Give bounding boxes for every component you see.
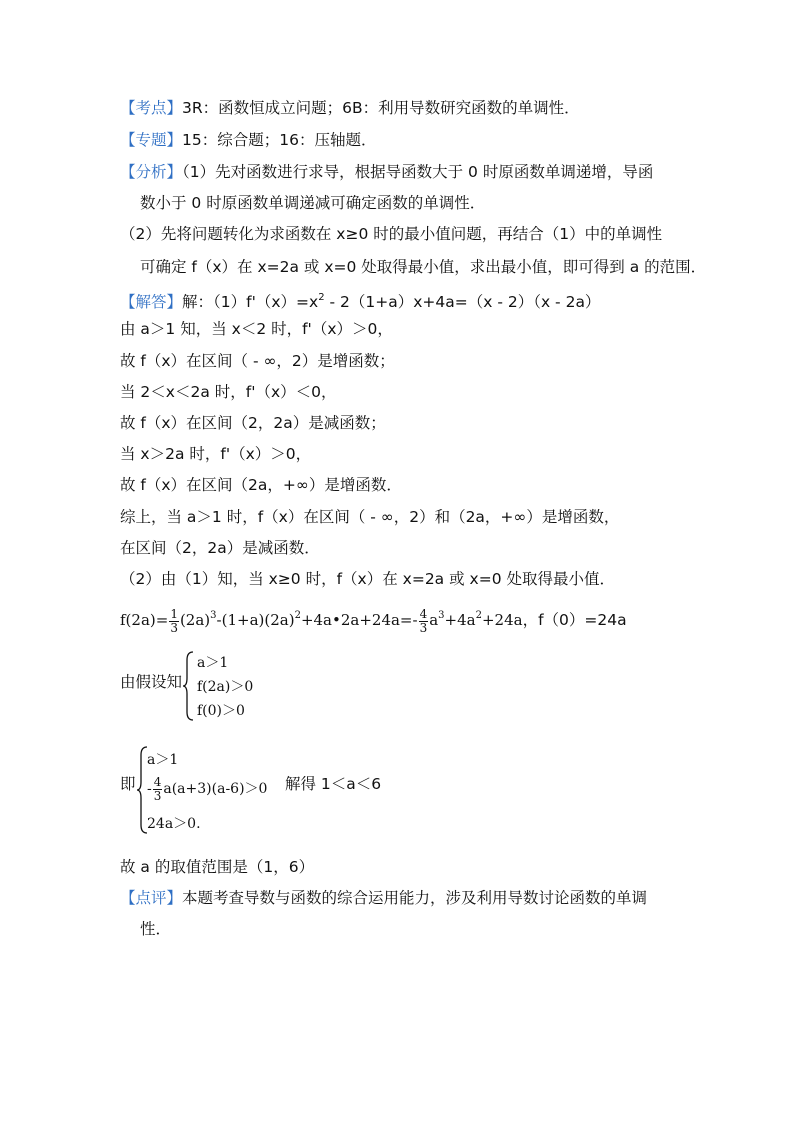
jieda-first-pre: 解：（1）f'（x）=x: [182, 293, 319, 311]
jieda-line: 由 a＞1 知，当 x＜2 时，f'（x）＞0，: [120, 320, 393, 338]
formula-part: +4a•2a+24a=-: [300, 611, 418, 629]
fraction-denominator: 3: [419, 620, 428, 635]
sys2-row2-minus: -: [147, 781, 152, 797]
jieda-line: 当 x＞2a 时，f'（x）＞0，: [120, 445, 312, 463]
fenxi-tag: 【分析】: [120, 163, 183, 181]
formula-exponent: 2: [475, 610, 482, 621]
formula-tail: ，f（0）=24a: [522, 611, 627, 629]
fenxi-text-1: （1）先对函数进行求导，根据导函数大于 0 时原函数单调递增，导函: [182, 163, 654, 181]
fraction-denominator: 3: [153, 788, 162, 803]
jieda-tag: 【解答】: [120, 293, 183, 311]
kaodian-line: [120, 97, 580, 119]
fraction-numerator: 1: [170, 606, 178, 621]
jieda-line: 当 2＜x＜2a 时，f'（x）＜0，: [120, 383, 337, 401]
sys2-tail: 解得 1＜a＜6: [285, 775, 382, 793]
jieda-line: 在区间（2，2a）是减函数．: [120, 539, 320, 557]
jieda-line: 故 f（x）在区间（2a，+∞）是增函数．: [120, 476, 402, 494]
fraction-four-thirds: [419, 608, 429, 635]
jieda-line: （2）由（1）知，当 x≥0 时，f（x）在 x=2a 或 x=0 处取得最小值．: [120, 570, 615, 588]
jieda-first-sup: 2: [318, 292, 325, 303]
dianping-text-1: 本题考查导数与函数的综合运用能力，涉及利用导数讨论函数的单调: [182, 889, 648, 907]
dianping-line-1: [120, 887, 647, 909]
formula-exponent: 3: [210, 610, 217, 621]
fraction-four-thirds: [153, 776, 163, 803]
zhuanti-tag: 【专题】: [120, 131, 183, 149]
fenxi-line-2: 数小于 0 时原函数单调递减可确定函数的单调性．: [140, 194, 486, 212]
sys2-row2-expr: a(a+3)(a-6)＞0: [163, 781, 268, 797]
jieda-first-post: - 2（1+a）x+4a=（x - 2）（x - 2a）: [324, 293, 601, 311]
formula-exponent: 2: [294, 610, 301, 621]
fraction-one-third: [169, 608, 179, 635]
formula-f2a: [120, 599, 627, 633]
formula-part: (2a): [179, 611, 211, 629]
sys2-lead: 即: [120, 775, 136, 793]
left-brace-icon: [183, 650, 195, 722]
fenxi-line-1: [120, 161, 653, 183]
formula-part: a: [429, 611, 439, 629]
zhuanti-line: [120, 129, 376, 151]
jieda-line: 综上，当 a＞1 时，f（x）在区间（ - ∞，2）和（2a，+∞）是增函数，: [120, 508, 620, 526]
fraction-denominator: 3: [170, 620, 178, 635]
conclusion-line: 故 a 的取值范围是（1，6）: [120, 858, 315, 876]
fraction-numerator: 4: [153, 774, 162, 789]
fenxi-line-4: 可确定 f（x）在 x=2a 或 x=0 处取得最小值，求出最小值，即可得到 a 的范围．: [140, 258, 707, 276]
sys1-row: a＞1: [197, 655, 229, 671]
dianping-line-2: 性．: [140, 920, 172, 938]
inequality-system-1: [183, 650, 303, 722]
sys1-lead: 由假设知: [120, 673, 183, 691]
sys1-row: f(2a)＞0: [197, 679, 254, 695]
jieda-line: 故 f（x）在区间（2，2a）是减函数；: [120, 414, 386, 432]
formula-part: +4a: [444, 611, 476, 629]
formula-exponent: 3: [438, 610, 445, 621]
sys2-row-2: [147, 773, 267, 805]
formula-part: -(1+a)(2a): [216, 611, 295, 629]
kaodian-text: 3R：函数恒成立问题；6B：利用导数研究函数的单调性．: [182, 99, 580, 117]
dianping-tag: 【点评】: [120, 889, 183, 907]
jieda-line-first: [120, 287, 600, 313]
kaodian-tag: 【考点】: [120, 99, 183, 117]
fraction-numerator: 4: [419, 606, 428, 621]
jieda-line: 故 f（x）在区间（ - ∞，2）是增函数；: [120, 352, 395, 370]
sys2-row-3: 24a＞0.: [147, 816, 201, 832]
formula-part: +24a: [481, 611, 523, 629]
fenxi-line-3: （2）先将问题转化为求函数在 x≥0 时的最小值问题，再结合（1）中的单调性: [120, 225, 663, 243]
formula-part: f(2a)=: [120, 611, 169, 629]
zhuanti-text: 15：综合题；16：压轴题．: [182, 131, 377, 149]
sys1-row: f(0)＞0: [197, 703, 245, 719]
sys2-row-1: a＞1: [147, 752, 179, 768]
